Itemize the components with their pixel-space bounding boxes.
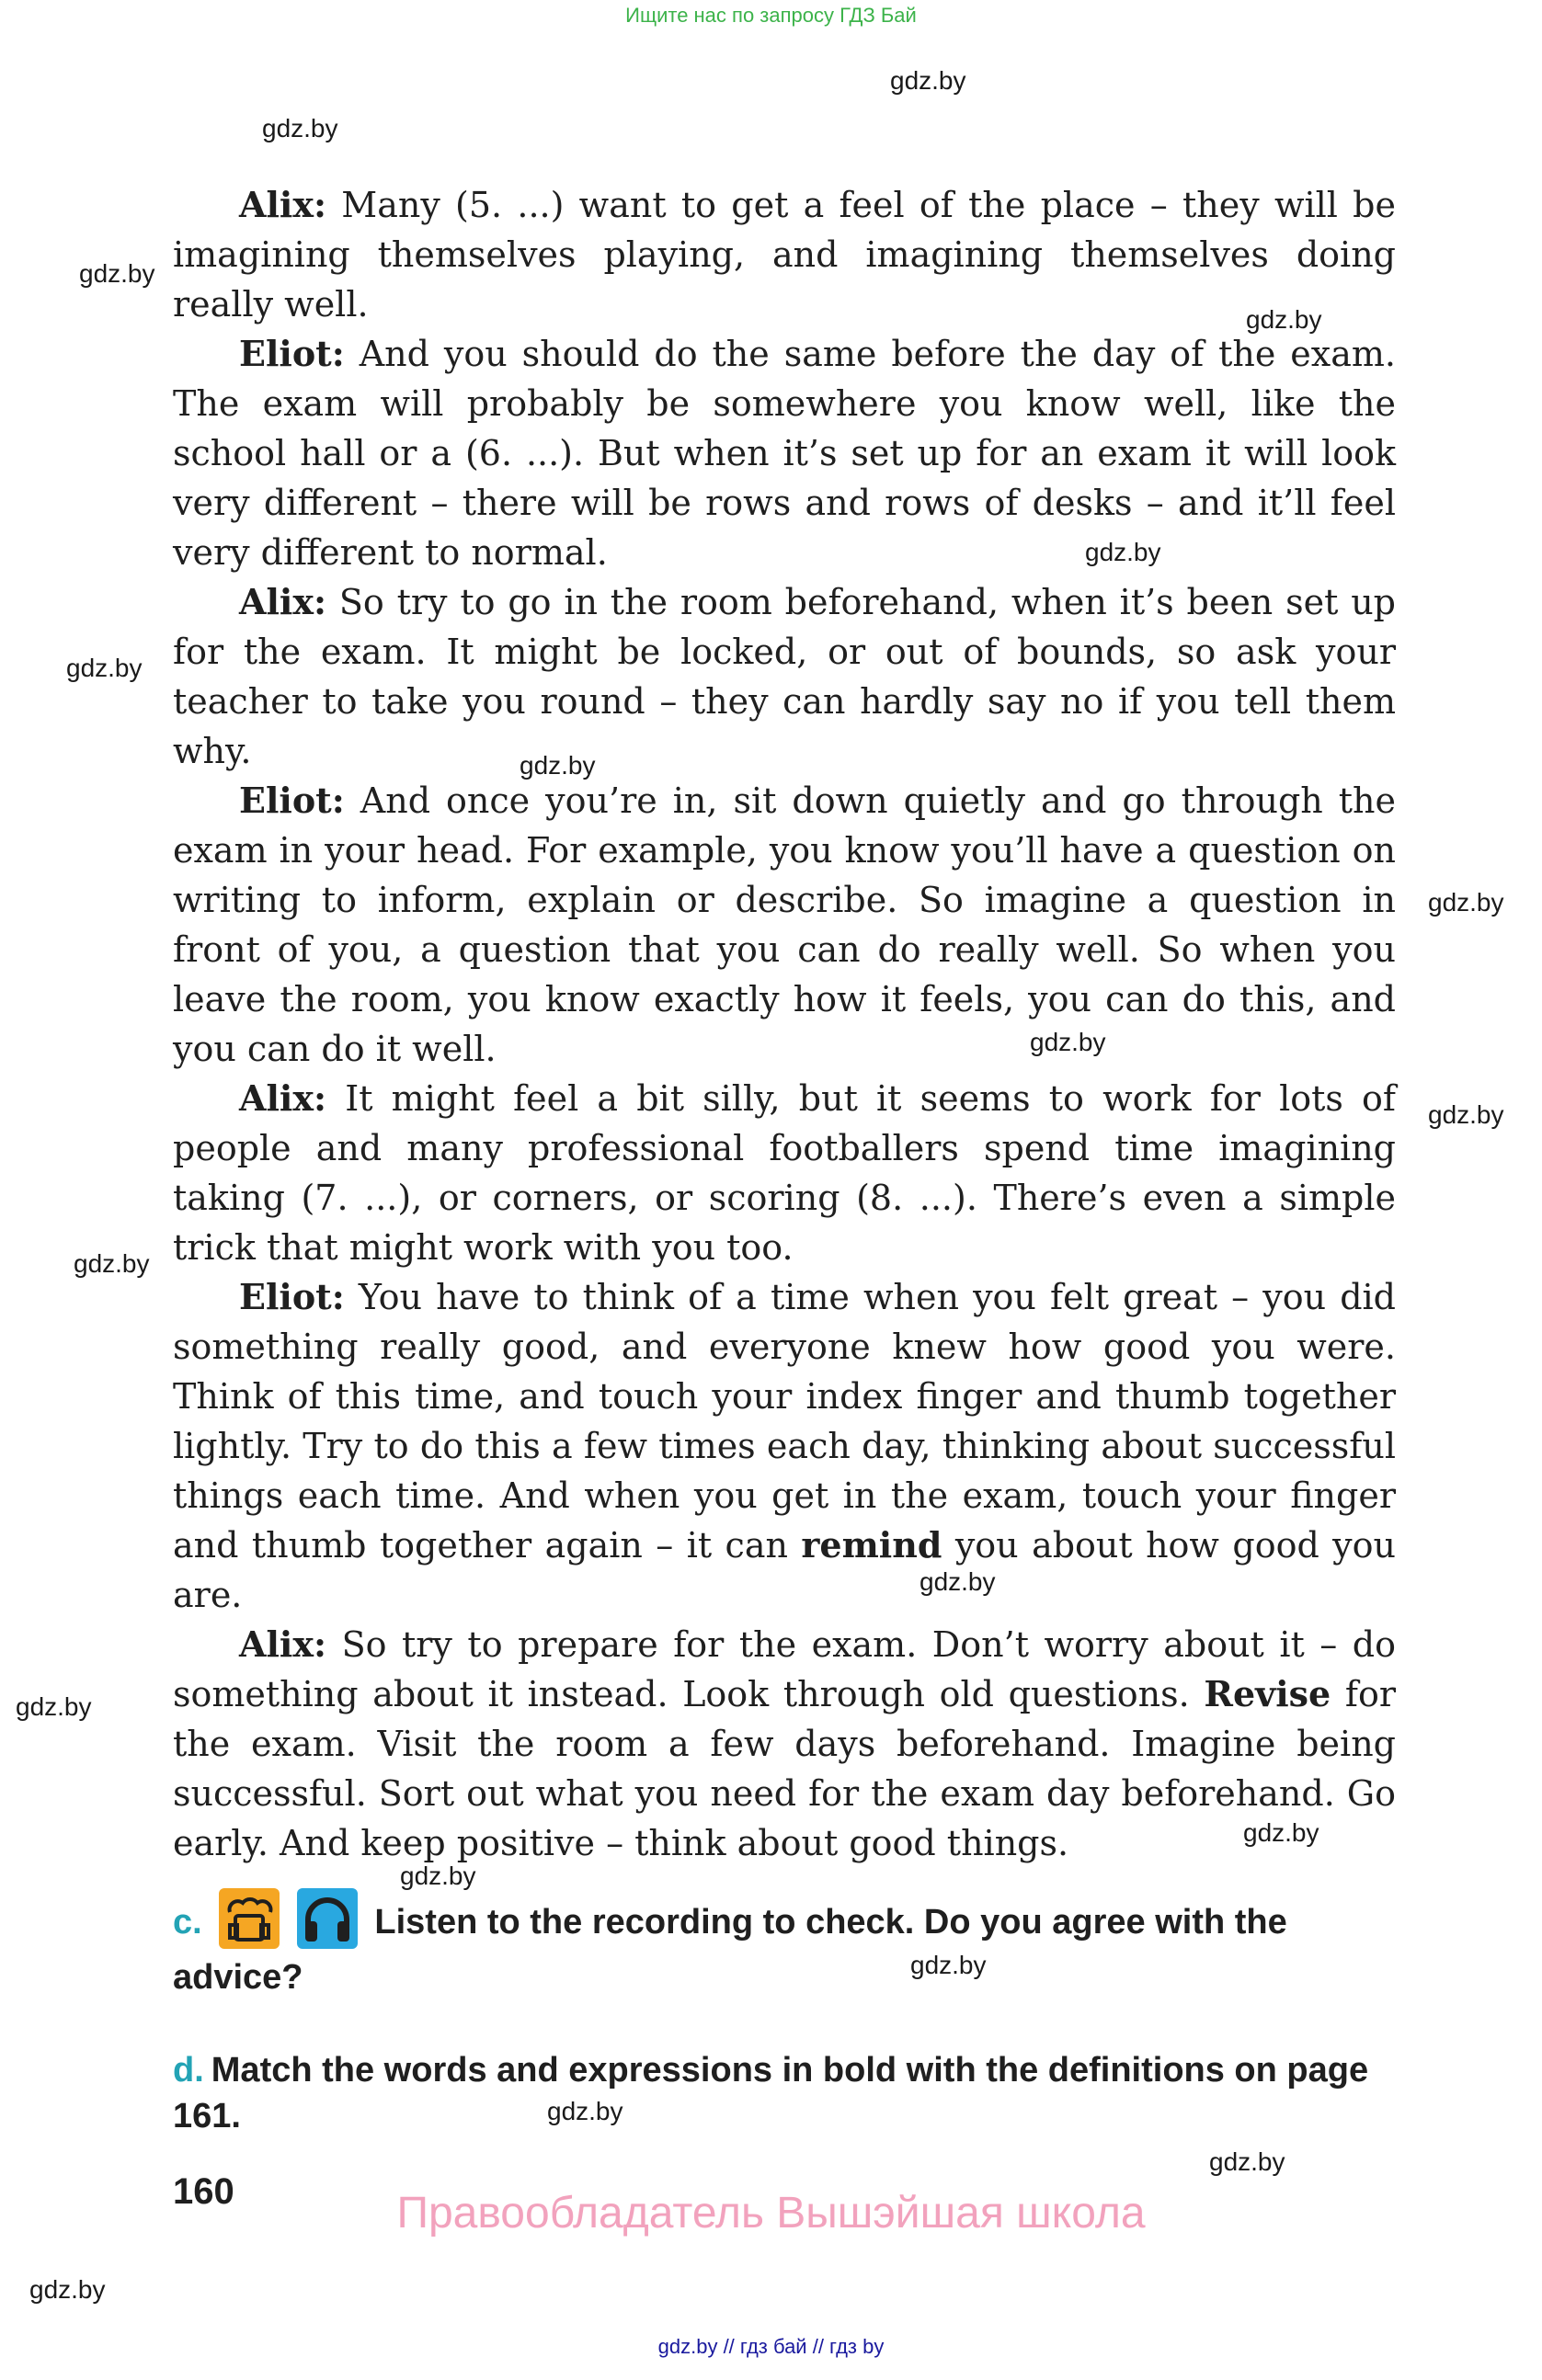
dialogue-paragraph (173, 1272, 1396, 1620)
watermark: gdz.by (79, 259, 155, 288)
page-number: 160 (173, 2171, 234, 2212)
watermark: gdz.by (919, 1567, 996, 1596)
paragraph-text: And you should do the same before the day of the exam. The exam will probably be somewhere you know well, like the school hall or a (6. ...). But when it’s set up for an exam it will look very different – there will be rows and rows of desks – and it’ll feel very different to normal. (173, 334, 1396, 573)
dialogue-text (173, 180, 1396, 1868)
speaker-name: Alix: (239, 1077, 327, 1119)
paragraph-text: So try to prepare for the exam. Don’t worry about it – do something about it instead. Look through old questions. (173, 1624, 1396, 1714)
watermark: gdz.by (66, 654, 143, 682)
paragraph-text: for the exam. Visit the room a few days beforehand. Imagine being successful. Sort out what you need for the exam day beforehand. Go early. And keep positive – think about good things. (173, 1674, 1396, 1863)
speaker-name: Alix: (239, 184, 327, 225)
speaker-name: Eliot: (239, 780, 345, 821)
watermark: gdz.by (1428, 1100, 1504, 1129)
watermark: gdz.by (400, 1862, 476, 1890)
dialogue-paragraph (173, 329, 1396, 577)
dialogue-paragraph (173, 776, 1396, 1074)
bold-vocabulary-word: Revise (1204, 1673, 1331, 1714)
watermark: gdz.by (1209, 2147, 1285, 2176)
speaker-name: Alix: (239, 581, 327, 622)
group-work-icon (219, 1888, 280, 1949)
watermark: gdz.by (890, 66, 966, 95)
task-d-text: Match the words and expressions in bold with the definitions on page 161. (173, 2051, 1369, 2135)
copyright-notice: Правообладатель Вышэйшая школа (396, 2189, 1146, 2238)
headphones-icon (297, 1888, 358, 1949)
watermark: gdz.by (1085, 538, 1161, 566)
watermark: gdz.by (16, 1692, 92, 1721)
speaker-name: Alix: (239, 1623, 327, 1665)
paragraph-text: And once you’re in, sit down quietly and go through the exam in your head. For example, you know you’ll have a question on writing to inform, explain or describe. So imagine a question in front of you, a question that you can do really well. So when you leave the room, you know exactly how it feels, you can do this, and you can do it well. (173, 780, 1396, 1069)
watermark: gdz.by (1030, 1028, 1106, 1056)
task-d (173, 2047, 1396, 2139)
footer-links[interactable]: gdz.by // гдз бай // гдз by (657, 2335, 885, 2358)
task-c-text: Listen to the recording to check. Do you agree with the advice? (173, 1903, 1287, 1997)
paragraph-text: It might feel a bit silly, but it seems to work for lots of people and many professional footballers spend time imagining taking (7. ...), or corners, or scoring (8. ...). There’s even a simple trick that might work with you too. (173, 1078, 1396, 1268)
watermark: gdz.by (520, 751, 596, 780)
watermark: gdz.by (1246, 305, 1322, 334)
dialogue-paragraph (173, 577, 1396, 776)
dialogue-paragraph (173, 1620, 1396, 1868)
dialogue-paragraph (173, 180, 1396, 329)
watermark: gdz.by (547, 2097, 623, 2125)
task-letter: d. (173, 2051, 204, 2090)
top-banner[interactable]: Ищите нас по запросу ГДЗ Бай (625, 4, 917, 27)
paragraph-text: Many (5. ...) want to get a feel of the place – they will be imagining themselves playing, and imagining themselves doing really well. (173, 185, 1396, 325)
dialogue-paragraph (173, 1074, 1396, 1272)
speaker-name: Eliot: (239, 333, 345, 374)
bold-vocabulary-word: remind (801, 1524, 942, 1566)
watermark: gdz.by (1243, 1818, 1319, 1847)
watermark: gdz.by (29, 2275, 106, 2304)
paragraph-text: So try to go in the room beforehand, when it’s been set up for the exam. It might be locked, or out of bounds, so ask your teacher to take you round – they can hardly say no if you tell them why. (173, 582, 1396, 771)
watermark: gdz.by (74, 1249, 150, 1278)
speaker-name: Eliot: (239, 1276, 345, 1317)
watermark: gdz.by (1428, 888, 1504, 917)
task-c (173, 1894, 1396, 2000)
paragraph-text: you about how good you are. (173, 1525, 1397, 1615)
task-letter: c. (173, 1903, 202, 1942)
watermark: gdz.by (262, 114, 338, 142)
paragraph-text: You have to think of a time when you felt great – you did something really good, and everyone knew how good you were. Think of this time, and touch your index finger and thumb together lightly. Try to do this a few times each day, thinking about successful things each time. And when you get in the exam, touch your finger and thumb together again – it can (173, 1277, 1396, 1566)
watermark: gdz.by (910, 1951, 987, 1979)
